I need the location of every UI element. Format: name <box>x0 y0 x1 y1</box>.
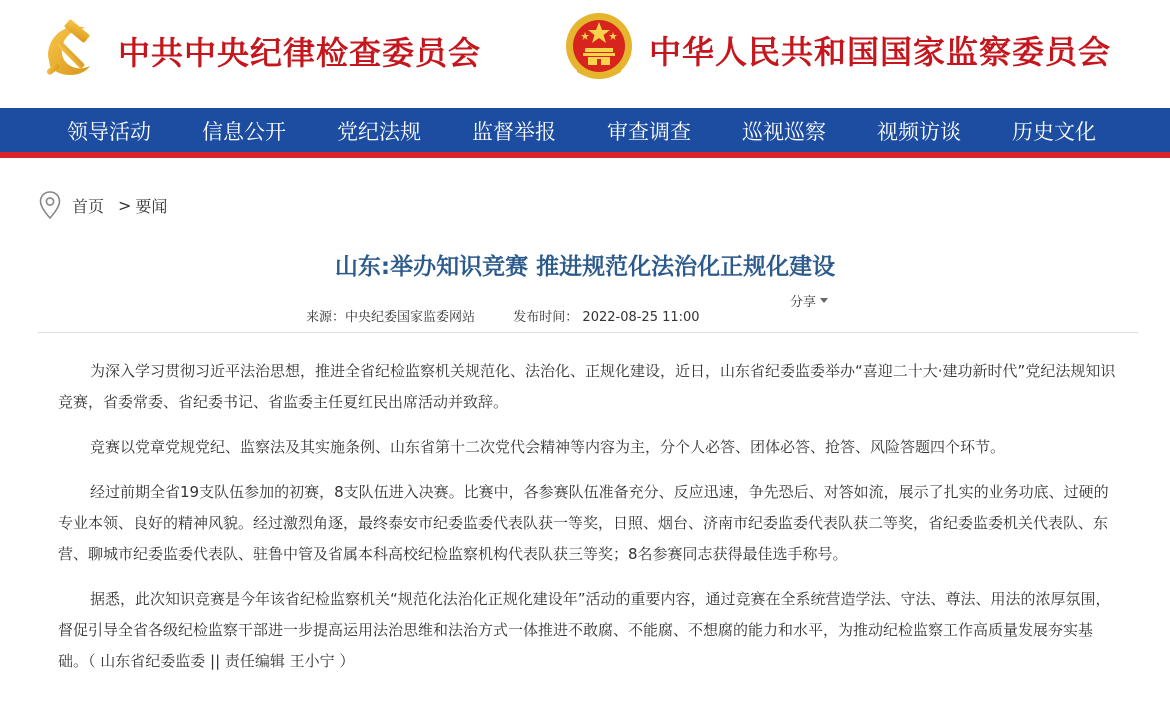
nav-item-report[interactable]: 监督举报 <box>472 120 556 144</box>
article-source: 来源：中央纪委国家监委网站 <box>306 310 476 325</box>
ccdi-name: 中共中央纪律检查委员会 <box>118 34 482 72</box>
national-emblem-icon <box>563 10 635 90</box>
breadcrumb-separator: > <box>118 195 132 215</box>
nav-item-leadership[interactable]: 领导活动 <box>67 120 151 144</box>
share-label: 分享 <box>790 295 817 310</box>
main-nav <box>0 108 1170 158</box>
nav-item-history[interactable]: 历史文化 <box>1012 120 1096 144</box>
location-pin-icon <box>38 190 62 220</box>
chevron-down-icon <box>820 298 828 303</box>
ccdi-brand[interactable] <box>38 16 481 86</box>
nav-item-regulations[interactable]: 党纪法规 <box>337 120 421 144</box>
nav-item-info[interactable]: 信息公开 <box>202 120 286 144</box>
breadcrumb <box>38 190 167 220</box>
nav-item-video[interactable]: 视频访谈 <box>877 120 961 144</box>
nsc-brand[interactable] <box>563 10 1111 90</box>
breadcrumb-home[interactable]: 首页 <box>72 196 105 216</box>
share-button[interactable] <box>790 291 828 310</box>
article-publish-time: 发布时间： 2022-08-25 11:00 <box>513 310 700 325</box>
article-paragraph: 据悉，此次知识竞赛是今年该省纪检监察机关“规范化法治化正规化建设年”活动的重要内容，通过竞赛在全系统营造学法、守法、尊法、用法的浓厚氛围，督促引导全省各级纪检监察干部进一步提高运用法治思维和法治方式一体推进不敢腐、不能腐、不想腐的能力和水平，为推动纪检监察工作高质量发展夯实基础。（ 山东省纪委监委 || 责任编辑 王小宁 ） <box>58 590 1111 670</box>
breadcrumb-current[interactable]: 要闻 <box>135 196 168 216</box>
nsc-name: 中华人民共和国国家监察委员会 <box>649 33 1112 71</box>
divider <box>38 332 1138 333</box>
article-body <box>58 356 1122 691</box>
article-title: 山东:举办知识竞赛 推进规范化法治化正规化建设 <box>334 254 836 280</box>
nav-item-inspection[interactable]: 巡视巡察 <box>742 120 826 144</box>
article-paragraph: 为深入学习贯彻习近平法治思想，推进全省纪检监察机关规范化、法治化、正规化建设，近日，山东省纪委监委举办“喜迎二十大·建功新时代”党纪法规知识竞赛，省委常委、省纪委书记、省监委主任夏红民出席活动并致辞。 <box>58 362 1116 411</box>
article-paragraph: 经过前期全省19支队伍参加的初赛，8支队伍进入决赛。比赛中，各参赛队伍准备充分、反应迅速，争先恐后、对答如流，展示了扎实的业务功底、过硬的专业本领、良好的精神风貌。经过激烈角逐，最终泰安市纪委监委代表队获一等奖，日照、烟台、济南市纪委监委代表队获二等奖，省纪委监委机关代表队、东营、聊城市纪委监委代表队、驻鲁中管及省属本科高校纪检监察机构代表队获三等奖；8名参赛同志获得最佳选手称号。 <box>58 483 1109 563</box>
party-emblem-icon <box>38 16 104 86</box>
article-paragraph: 竞赛以党章党规党纪、监察法及其实施条例、山东省第十二次党代会精神等内容为主，分个人必答、团体必答、抢答、风险答题四个环节。 <box>90 438 1006 456</box>
site-header <box>0 0 1170 108</box>
article-meta <box>306 306 700 325</box>
nav-item-investigation[interactable]: 审查调查 <box>607 120 691 144</box>
